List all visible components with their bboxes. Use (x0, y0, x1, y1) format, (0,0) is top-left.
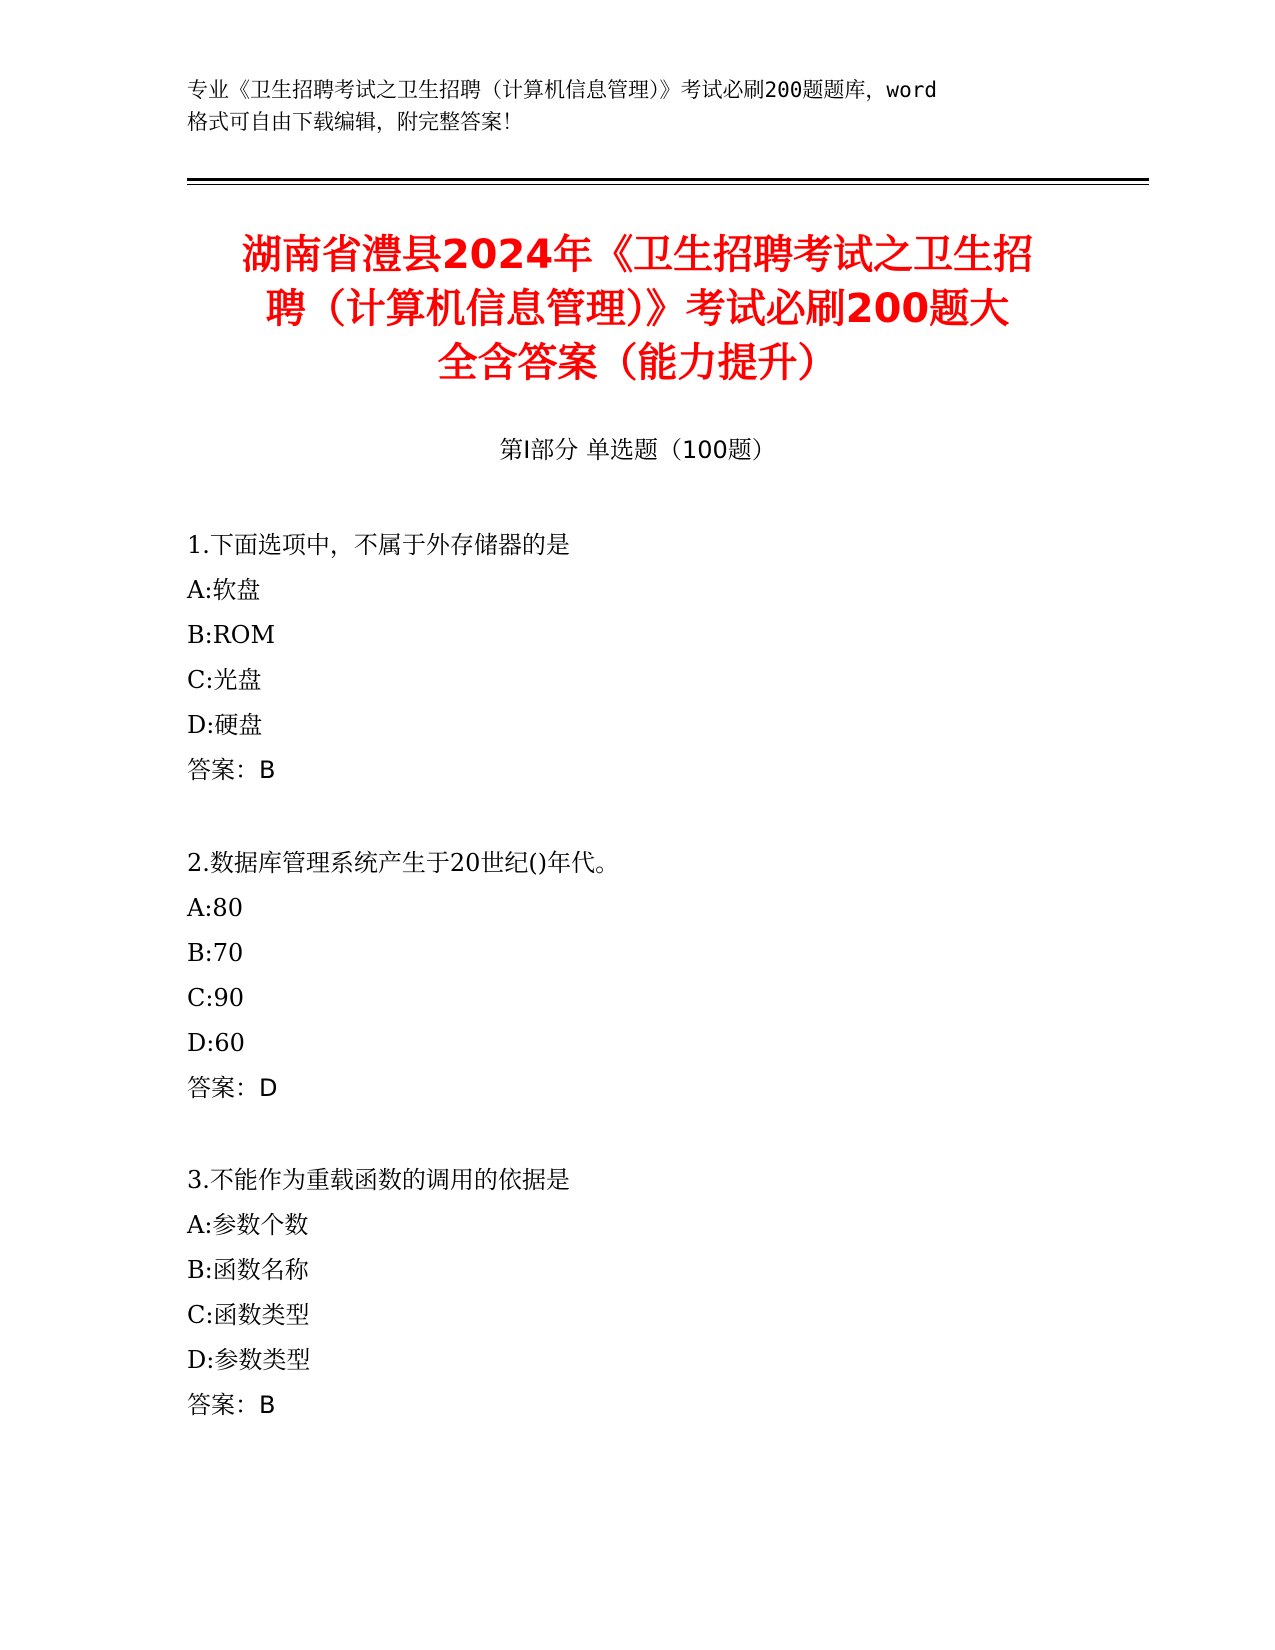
option-d: D:60 (187, 1029, 245, 1057)
section-title: 第Ⅰ部分 单选题（100题） (499, 436, 776, 464)
option-b: B:70 (187, 939, 244, 967)
option-a: A:80 (187, 894, 243, 922)
option-a: A:软盘 (187, 576, 261, 604)
question-stem: 3.不能作为重载函数的调用的依据是 (187, 1166, 570, 1194)
option-c: C:90 (187, 984, 244, 1012)
question-1 (187, 523, 1087, 793)
question-3 (187, 1158, 1087, 1428)
answer: 答案：B (187, 756, 276, 784)
question-2 (187, 841, 1087, 1111)
header-divider-thick (187, 178, 1149, 181)
header-note (187, 74, 1087, 138)
title-line-2: 聘（计算机信息管理）》考试必刷200题大 (265, 286, 1010, 332)
option-c: C:光盘 (187, 666, 262, 694)
header-note-line-1: 专业《卫生招聘考试之卫生招聘（计算机信息管理）》考试必刷200题题库，word (187, 78, 937, 102)
option-d: D:参数类型 (187, 1346, 311, 1374)
option-b: B:函数名称 (187, 1256, 309, 1284)
answer: 答案：B (187, 1391, 276, 1419)
option-a: A:参数个数 (187, 1211, 309, 1239)
option-d: D:硬盘 (187, 711, 263, 739)
option-c: C:函数类型 (187, 1301, 310, 1329)
title-line-1: 湖南省澧县2024年《卫生招聘考试之卫生招 (241, 232, 1034, 278)
answer: 答案：D (187, 1074, 278, 1102)
question-stem: 1.下面选项中，不属于外存储器的是 (187, 531, 570, 559)
header-note-line-2: 格式可自由下载编辑，附完整答案！ (187, 110, 523, 134)
title-line-3: 全含答案（能力提升） (437, 340, 838, 386)
document-title (170, 228, 1105, 390)
header-divider-thin (187, 184, 1149, 185)
option-b: B:ROM (187, 621, 276, 649)
question-stem: 2.数据库管理系统产生于20世纪()年代。 (187, 849, 620, 877)
